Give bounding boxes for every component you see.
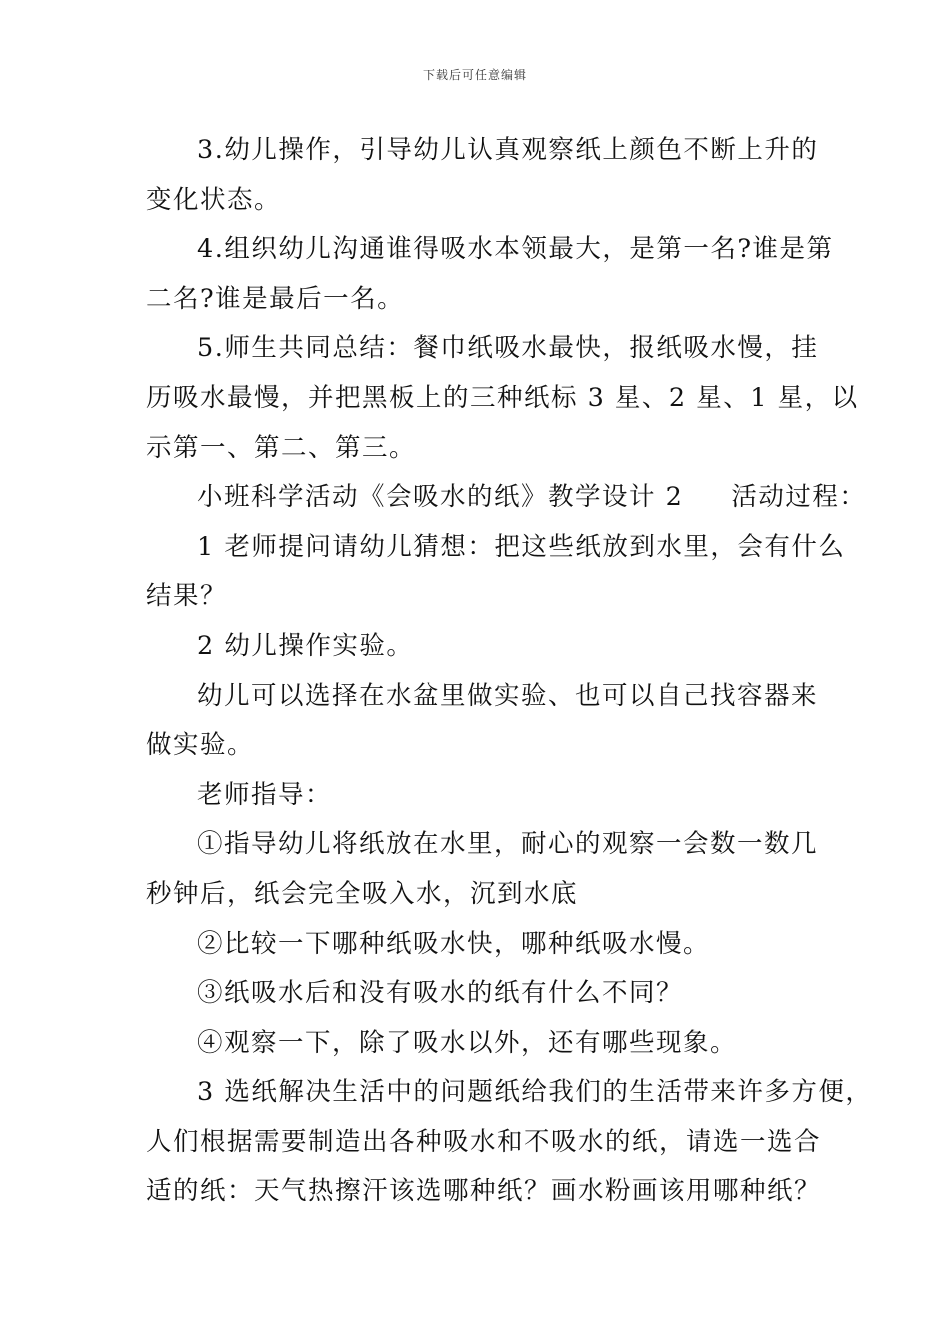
paragraph-experiment — [146, 672, 819, 771]
paragraph-step-4 — [146, 225, 834, 324]
text-line: 5.师生共同总结：餐巾纸吸水最快，报纸吸水慢，挂 — [197, 333, 819, 364]
paragraph-teacher-guidance — [146, 771, 814, 821]
heading-line — [146, 473, 867, 523]
text-line: ④观察一下，除了吸水以外，还有哪些现象。 — [197, 1027, 738, 1058]
text-line: 示第一、第二、第三。 — [146, 432, 417, 463]
text-line: ①指导幼儿将纸放在水里，耐心的观察一会数一数几 — [197, 829, 819, 860]
paragraph-activity-3 — [146, 1068, 873, 1217]
paragraph-guidance-3 — [146, 969, 814, 1019]
text-line: 幼儿可以选择在水盆里做实验、也可以自己找容器来 — [197, 680, 819, 711]
paragraph-guidance-4 — [146, 1019, 814, 1069]
document-body — [146, 126, 873, 1217]
text-line: 历吸水最慢，并把黑板上的三种纸标 3 星、2 星、1 星，以 — [146, 382, 859, 413]
paragraph-activity-1 — [146, 523, 846, 622]
text-line: 老师指导： — [197, 779, 333, 810]
text-line: 适的纸：天气热擦汗该选哪种纸？画水粉画该用哪种纸？ — [146, 1176, 822, 1207]
text-line: 3.幼儿操作，引导幼儿认真观察纸上颜色不断上升的 — [197, 135, 819, 165]
text-line: 变化状态。 — [146, 184, 282, 215]
paragraph-activity-2 — [146, 622, 814, 672]
text-line: 3 选纸解决生活中的问题纸给我们的生活带来许多方便， — [197, 1077, 873, 1108]
text-line: 秒钟后，纸会完全吸入水，沉到水底 — [146, 878, 579, 909]
page-header: 下载后可任意编辑 — [422, 68, 527, 82]
text-line: 2 幼儿操作实验。 — [197, 630, 414, 661]
heading-title: 小班科学活动《会吸水的纸》教学设计 2 — [197, 482, 684, 513]
text-line: 4.组织幼儿沟通谁得吸水本领最大，是第一名?谁是第 — [197, 234, 834, 265]
paragraph-step-3 — [146, 126, 819, 225]
section-heading — [146, 473, 867, 523]
heading-subtitle: 活动过程： — [731, 482, 867, 513]
text-line: ②比较一下哪种纸吸水快，哪种纸吸水慢。 — [197, 928, 711, 959]
paragraph-guidance-1 — [146, 820, 819, 919]
text-line: ③纸吸水后和没有吸水的纸有什么不同？ — [197, 978, 684, 1009]
text-line: 1 老师提问请幼儿猜想：把这些纸放到水里，会有什么 — [197, 531, 846, 562]
paragraph-step-5 — [146, 324, 859, 473]
text-line: 做实验。 — [146, 730, 255, 761]
text-line: 人们根据需要制造出各种吸水和不吸水的纸，请选一选合 — [146, 1126, 822, 1157]
text-line: 结果？ — [146, 581, 228, 612]
text-line: 二名?谁是最后一名。 — [146, 283, 405, 314]
paragraph-guidance-2 — [146, 920, 814, 970]
